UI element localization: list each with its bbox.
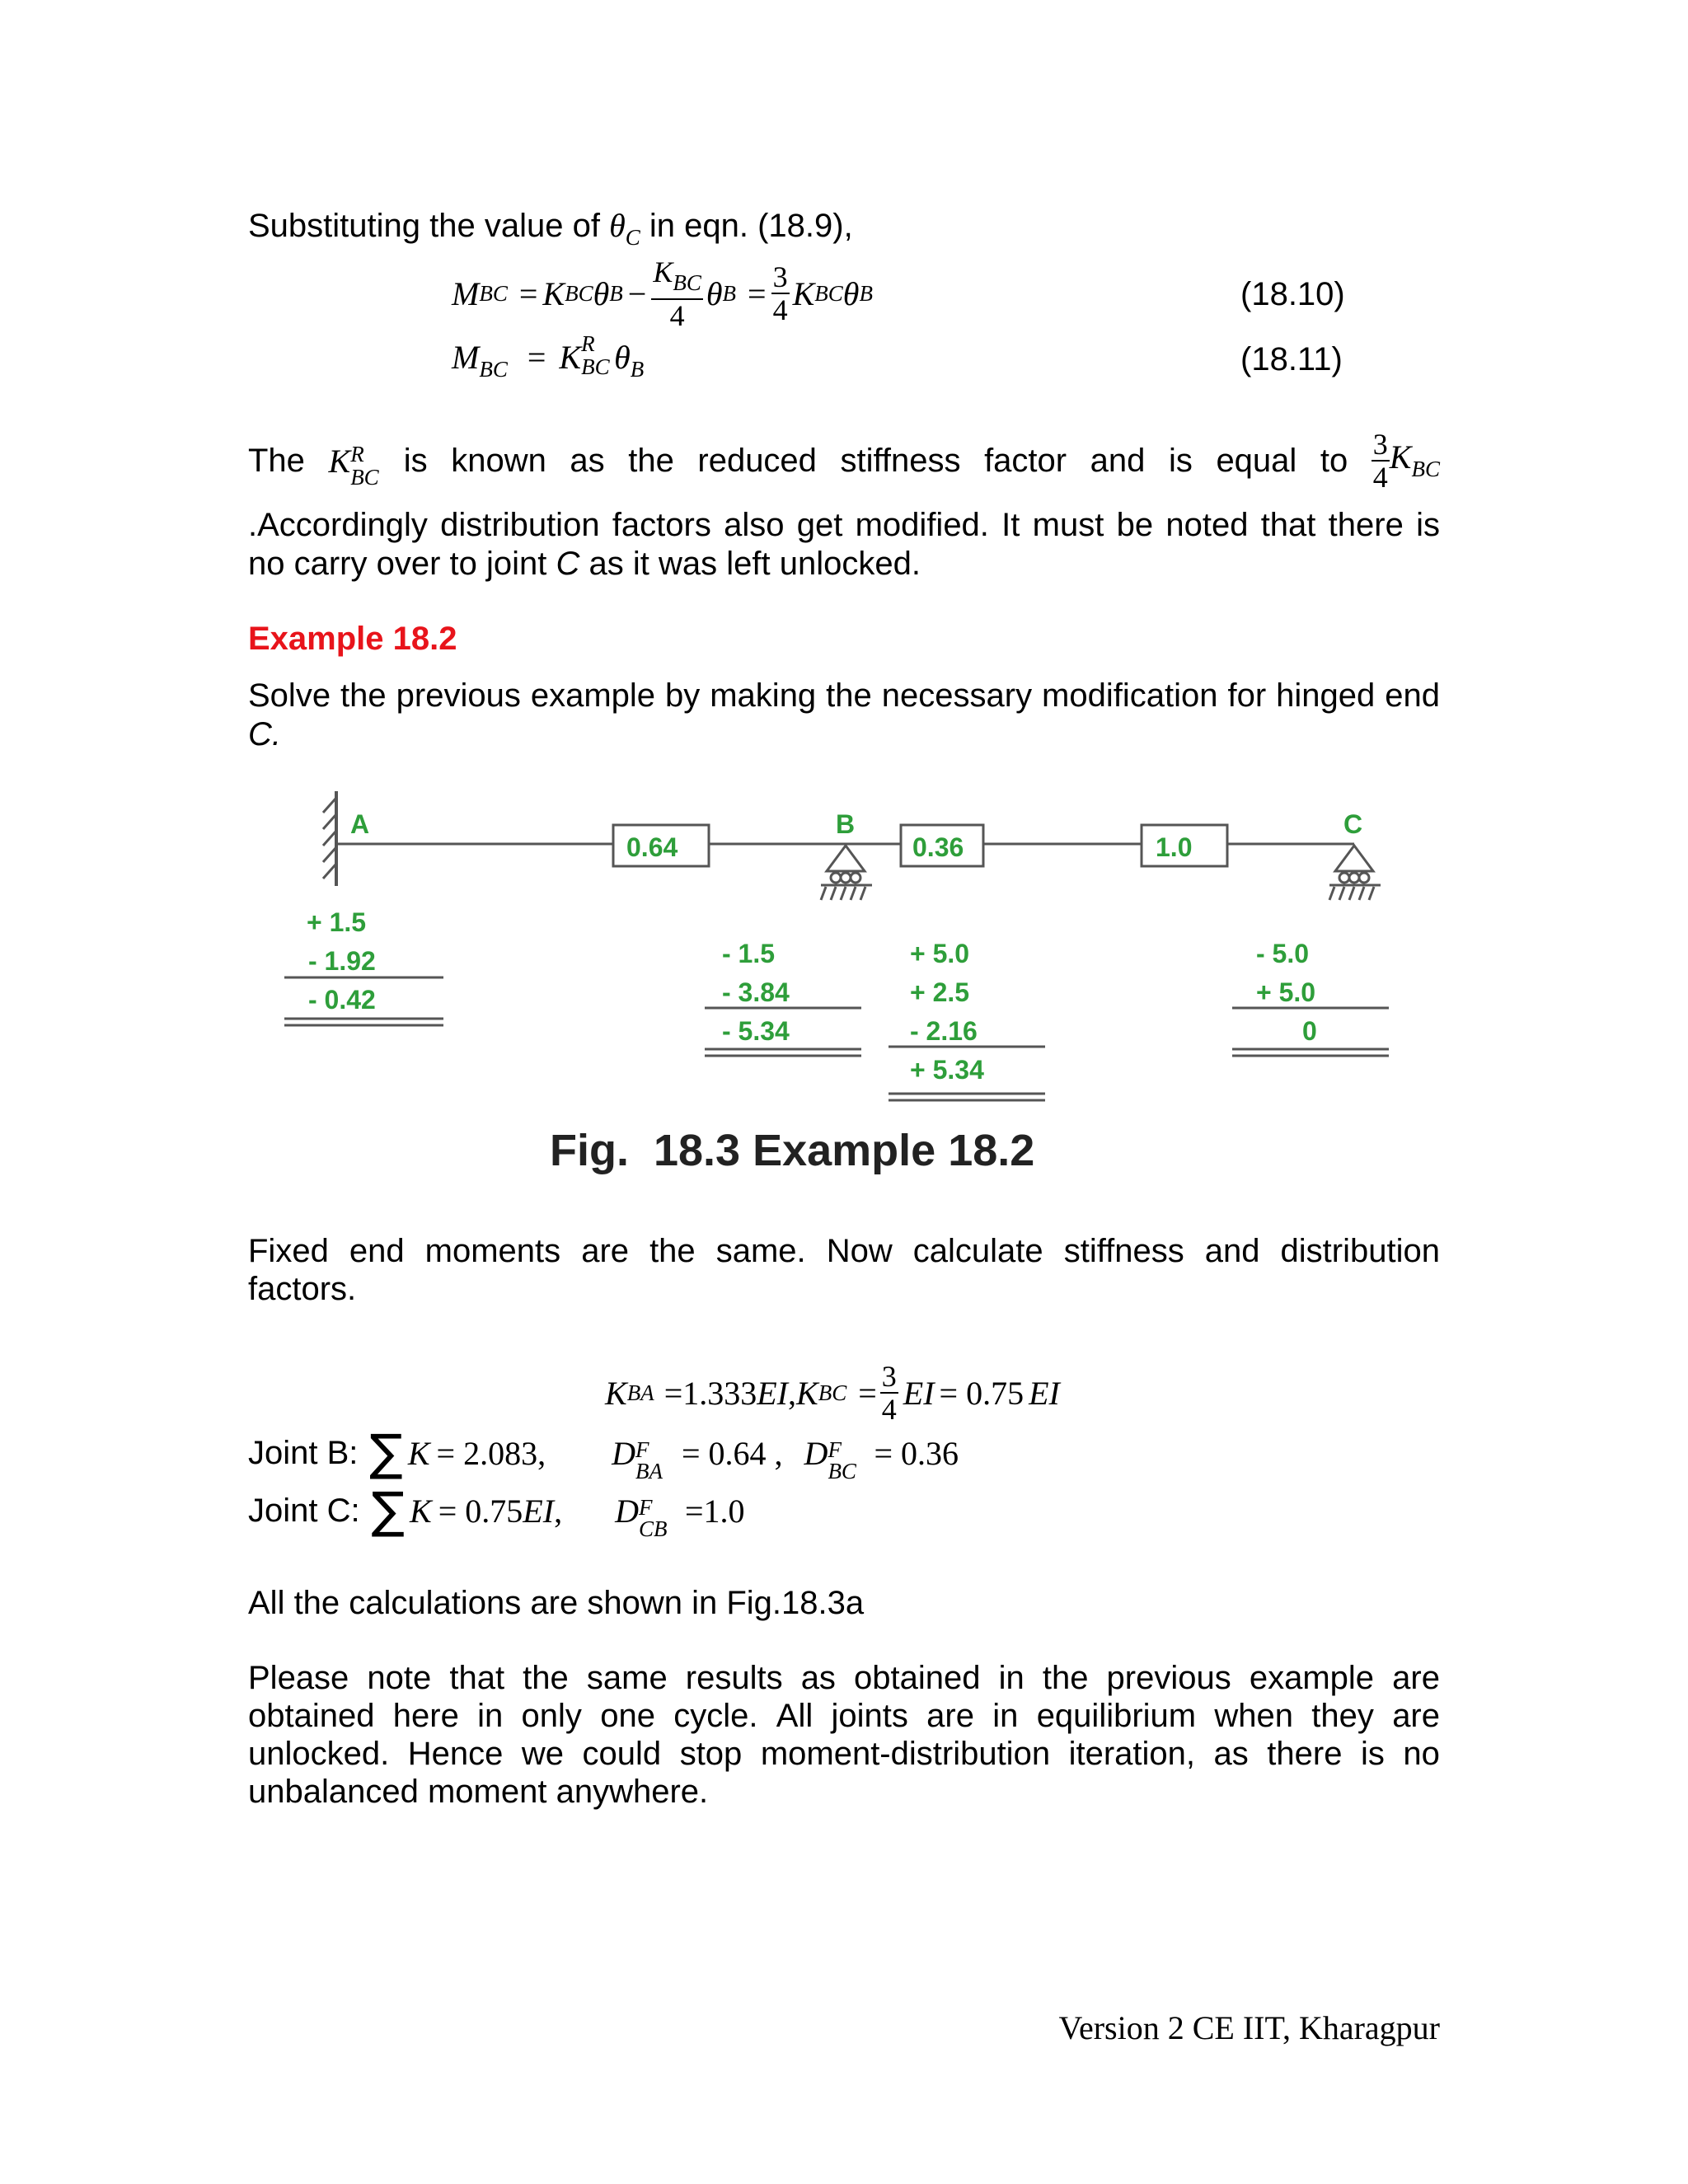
joint-c-row: Joint C: ∑ K = 0.75 EI , D F CB =1.0	[248, 1482, 745, 1541]
para2-line2: factors.	[248, 1271, 357, 1307]
example-text-line2: C.	[248, 716, 281, 752]
df-label-cd: 1.0	[1156, 832, 1193, 862]
moment-distribution-figure	[280, 787, 1401, 1174]
para2-line1: Fixed end moments are the same. Now calculate stiffness and distribution	[248, 1233, 1440, 1269]
joint-label-c: C	[1343, 809, 1363, 839]
equation-18-11: $M_{BC} = K$ R BC $\theta_B$	[452, 331, 645, 382]
equation-18-10: M BC = K BC θ B − $\frac{K_{BC}}{4}$ θ B = $\frac{3}{4}$ K BC θ B	[452, 255, 873, 332]
para4-line4: unbalanced moment anywhere.	[248, 1774, 709, 1810]
col-ba-value: - 1.5	[722, 939, 776, 968]
kbc-reduced: K R BC	[328, 441, 379, 490]
df-label-bc: 0.36	[912, 832, 964, 862]
example-heading: Example 18.2	[248, 621, 457, 657]
sum-icon: ∑	[369, 1424, 403, 1482]
para1-line3: no carry over to joint C as it was left unlocked.	[248, 546, 921, 582]
joint-c-label: Joint C:	[248, 1493, 360, 1529]
joint-label-a: A	[350, 809, 370, 839]
joint-label-b: B	[836, 809, 856, 839]
intro-line	[248, 206, 853, 257]
sum-lines	[284, 977, 1389, 1100]
intro-text: Substituting the value of	[248, 208, 610, 244]
stiffness-equation: K BA =1.333 EI , K BC = $\frac{3}{4}$ EI = 0.75 EI	[605, 1360, 1060, 1426]
intro-text-end: in eqn. (18.9),	[640, 208, 853, 244]
column-c	[1256, 935, 1317, 1051]
para4-line1: Please note that the same results as obtained in the previous example are	[248, 1660, 1440, 1696]
col-a-value: + 1.5	[307, 907, 367, 937]
col-bc-value: - 2.16	[910, 1016, 978, 1046]
col-c-value: + 5.0	[1256, 977, 1316, 1007]
sum-icon: ∑	[371, 1482, 406, 1540]
roller-support-c	[1329, 846, 1381, 900]
fraction-kbc-over-4: $\frac{K_{BC}}{4}$	[653, 255, 701, 332]
roller-support-b	[821, 846, 872, 900]
column-bc	[910, 935, 984, 1090]
page-footer: Version 2 CE IIT, Kharagpur	[1058, 2009, 1440, 2046]
para3: All the calculations are shown in Fig.18.3a	[248, 1585, 865, 1621]
para1-line2: .Accordingly distribution factors also get modified. It must be noted that there is	[248, 507, 1440, 543]
fraction-3-over-4: $\frac{3}{4}$	[772, 260, 788, 326]
para1-line1: The K R BC is known as the reduced stiffness factor and is equal to $\frac{3}{4}$ $K_{BC}$	[248, 428, 1440, 494]
example-text-line1: Solve the previous example by making the necessary modification for hinged end	[248, 677, 1440, 714]
col-c-value: 0	[1302, 1016, 1317, 1046]
joint-b-label: Joint B:	[248, 1435, 359, 1471]
col-ba-value: - 3.84	[722, 977, 790, 1007]
col-a-value: - 0.42	[308, 985, 376, 1015]
equation-number-18-10: (18.10)	[1240, 276, 1345, 312]
col-bc-value: + 5.0	[910, 939, 970, 968]
figure-caption: Fig. 18.3 Example 18.2	[550, 1126, 1035, 1175]
para4-line2: obtained here in only one cycle. All joints are in equilibrium when they are	[248, 1698, 1440, 1734]
equation-number-18-11: (18.11)	[1240, 341, 1343, 377]
df-label-ab: 0.64	[626, 832, 678, 862]
para4-line3: unlocked. Hence we could stop moment-distribution iteration, as there is no	[248, 1736, 1440, 1772]
column-ba	[722, 935, 790, 1051]
col-c-value: - 5.0	[1256, 939, 1310, 968]
joint-b-row: Joint B: ∑ K = 2.083, D F BA = 0.64 , D F BC = 0.36	[248, 1424, 959, 1483]
col-bc-value: + 5.34	[910, 1055, 984, 1085]
col-a-value: - 1.92	[308, 946, 376, 976]
col-ba-value: - 5.34	[722, 1016, 790, 1046]
col-bc-value: + 2.5	[910, 977, 970, 1007]
column-a	[307, 903, 376, 1019]
three-quarters-kbc: $\frac{3}{4}$ $K_{BC}$	[1372, 428, 1440, 494]
theta-symbol: $\theta_C$	[609, 207, 640, 250]
